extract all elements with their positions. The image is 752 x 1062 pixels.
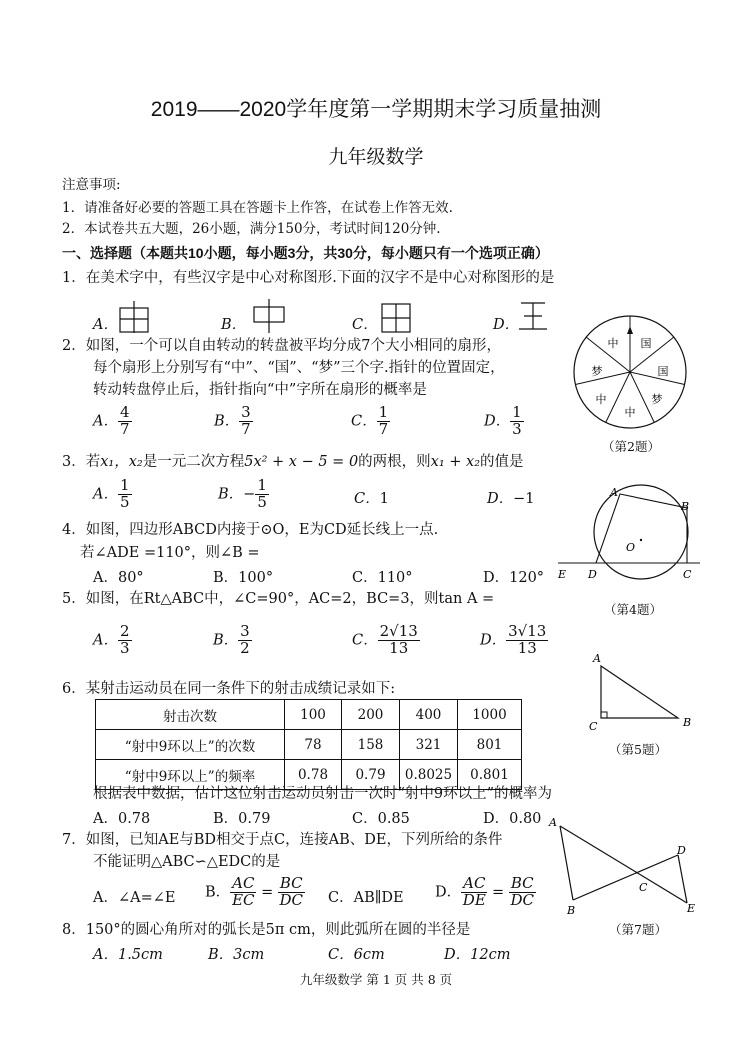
q7-figure [545,812,705,922]
table-cell: 0.78 [285,760,342,790]
q7-caption: （第7题） [609,922,667,937]
q5-option-b: B． $\frac{3}{2}$ [213,622,250,657]
q2-spinner-figure [570,312,690,432]
question-3-stem: 3．若x₁，x₂是一元二次方程5x² + x − 5 = 0的两根，则x₁ + x₂的值是 [62,454,524,470]
q4-option-d: D．120° [483,570,545,586]
page-footer: 九年级数学 第 1 页 共 8 页 [299,972,453,987]
page-title: 2019——2020学年度第一学期期末学习质量抽测 [150,98,602,121]
q1-option-d: D． [493,317,520,333]
label-B: B [683,716,692,729]
table-cell: 158 [342,730,400,760]
table-cell: 1000 [458,700,522,730]
table-cell: 100 [285,700,342,730]
label-C: C [639,881,648,894]
q5-caption: （第5题） [609,742,667,757]
q6-option-c: C．0.85 [352,811,410,827]
q2-option-a: A． $\frac{4}{7}$ [93,403,130,438]
wheel-sector-label: 国 [640,337,652,350]
note-item: 2．本试卷共五大题，26小题，满分150分，考试时间120分钟. [62,221,441,237]
wheel-sector-label: 国 [657,365,669,378]
notes-heading: 注意事项: [62,177,121,193]
q1-option-b: B． [221,317,247,333]
table-cell: 0.8025 [400,760,458,790]
q4-option-a: A．80° [93,570,144,586]
q2-option-d: D． $\frac{1}{3}$ [484,403,522,438]
q3-option-d: D．−1 [487,491,535,507]
q7-option-b: B． $\frac{AC}{EC}$ = $\frac{BC}{DC}$ [205,874,303,909]
q2-option-c: C． $\frac{1}{7}$ [351,403,389,438]
q4-caption: （第4题） [604,602,662,617]
q1-char-a [119,301,149,333]
table-cell: 0.801 [458,760,522,790]
question-2-line1: 2．如图，一个可以自由转动的转盘被平均分成7个大小相同的扇形， [62,338,501,354]
q8-option-b: B．3cm [208,947,265,963]
label-B: B [681,500,690,513]
question-6-after: 根据表中数据，估计这位射击运动员射击一次时“射中9环以上”的概率为 [93,786,553,802]
question-2-line3: 转动转盘停止后，指针指向“中”字所在扇形的概率是 [93,382,427,398]
table-cell: “射中9环以上”的频率 [96,760,285,790]
table-cell: 200 [342,700,400,730]
table-cell: 400 [400,700,458,730]
q5-triangle-figure [586,650,696,732]
question-5-stem: 5．如图，在Rt△ABC中，∠C=90°，AC=2，BC=3，则tan A = [62,591,495,607]
table-row [96,700,522,730]
question-8-stem: 8．150°的圆心角所对的弧长是5π cm，则此弧所在圆的半径是 [62,922,471,938]
q5-option-d: D． $\frac{3√13}{13}$ [480,622,547,657]
table-cell: 321 [400,730,458,760]
page-subtitle: 九年级数学 [328,147,424,168]
table-row [96,730,522,760]
label-D: D [588,568,597,581]
q3-option-a: A． $\frac{1}{5}$ [93,476,130,511]
shooting-table [95,699,522,790]
q2-caption: （第2题） [602,439,660,454]
table-cell: 801 [458,730,522,760]
label-E: E [558,568,567,581]
question-7-line1: 7．如图，已知AE与BD相交于点C，连接AB、DE，下列所给的条件 [62,832,503,848]
table-cell: 0.79 [342,760,400,790]
q4-option-c: C．110° [352,570,413,586]
table-cell: 射击次数 [96,700,285,730]
table-cell: “射中9环以上”的次数 [96,730,285,760]
q1-option-a: A． [93,317,118,333]
q1-option-c: C． [352,317,378,333]
wheel-sector-label: 梦 [651,393,663,406]
label-A: A [610,486,618,499]
note-item: 1．请准备好必要的答题工具在答题卡上作答，在试卷上作答无效. [62,200,453,216]
wheel-sector-label: 梦 [591,365,603,378]
table-cell: 78 [285,730,342,760]
question-2-line2: 每个扇形上分别写有“中”、“国”、“梦”三个字.指针的位置固定， [93,360,505,376]
wheel-sector-label: 中 [607,337,619,350]
q1-char-c [381,303,411,333]
q8-option-c: C．6cm [328,947,385,963]
label-O: O [626,541,636,554]
label-A: A [593,652,601,665]
q5-option-c: C． $\frac{2√13}{13}$ [352,622,418,657]
q5-option-a: A． $\frac{2}{3}$ [93,622,130,657]
question-1-stem: 1．在美术字中，有些汉字是中心对称图形.下面的汉字不是中心对称图形的是 [62,270,555,286]
q1-char-b [253,299,285,333]
q8-option-a: A．1.5cm [93,947,163,963]
q4-circle-figure [550,484,700,584]
wheel-sector-label: 中 [624,406,636,419]
q3-option-c: C．1 [354,491,389,507]
q2-option-b: B． $\frac{3}{7}$ [214,403,251,438]
section-heading: 一、选择题（本题共10小题，每小题3分，共30分，每小题只有一个选项正确） [62,245,549,261]
label-E: E [687,902,696,915]
question-7-line2: 不能证明△ABC∽△EDC的是 [93,854,281,870]
q4-option-b: B．100° [213,570,274,586]
question-4-line2: 若∠ADE =110°，则∠B = [80,545,260,561]
q6-option-b: B．0.79 [213,811,271,827]
q7-option-d: D． $\frac{AC}{DE}$ = $\frac{BC}{DC}$ [435,874,534,909]
question-6-stem: 6．某射击运动员在同一条件下的射击成绩记录如下: [62,681,396,697]
q8-option-d: D．12cm [444,947,511,963]
q7-option-a: A．∠A=∠E [93,890,176,906]
label-A: A [549,816,557,829]
q1-char-d [518,301,548,331]
question-4-line1: 4．如图，四边形ABCD内接于⊙O，E为CD延长线上一点. [62,522,439,538]
label-D: D [677,844,686,857]
q6-option-a: A．0.78 [93,811,151,827]
q3-option-b: B．− $\frac{1}{5}$ [218,476,267,511]
label-B: B [567,904,576,917]
label-C: C [683,568,692,581]
q6-option-d: D．0.80 [483,811,542,827]
q7-option-c: C．AB∥DE [328,890,404,906]
wheel-sector-label: 中 [595,393,607,406]
label-C: C [589,720,598,732]
